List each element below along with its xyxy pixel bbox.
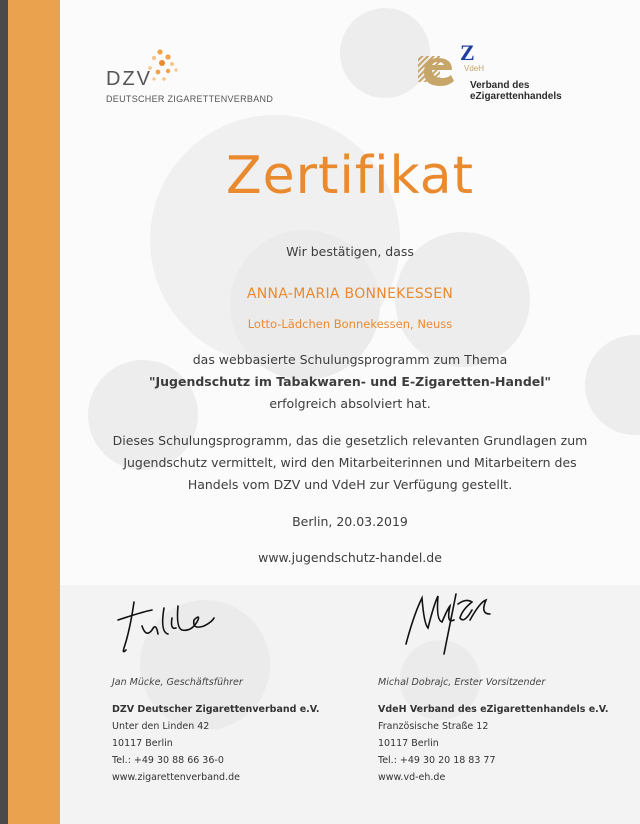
vdeh-logo-name-line2: eZigarettenhandels: [470, 91, 562, 102]
dzv-logo: [100, 48, 280, 108]
address-block-right: [378, 701, 609, 786]
vdeh-logo-name-line1: Verband des: [470, 80, 530, 91]
address-city: 10117 Berlin: [378, 738, 439, 749]
description-line: Dieses Schulungsprogramm, das die gesetzlich relevanten Grundlagen zum: [112, 433, 588, 448]
place-date: Berlin, 20.03.2019: [292, 514, 408, 529]
website-link: www.jugendschutz-handel.de: [258, 550, 442, 565]
program-result: erfolgreich absolviert hat.: [269, 396, 431, 411]
address-web: www.zigarettenverband.de: [112, 772, 240, 783]
signatory-right-caption: Michal Dobrajc, Erster Vorsitzender: [378, 677, 546, 688]
svg-text:Z: Z: [460, 44, 475, 65]
program-intro: das webbasierte Schulungsprogramm zum Thema: [192, 352, 508, 367]
description-line: Jugendschutz vermittelt, wird den Mitarbeiterinnen und Mitarbeitern des: [123, 455, 577, 470]
address-phone: Tel.: +49 30 20 18 83 77: [378, 755, 496, 766]
address-org: DZV Deutscher Zigarettenverband e.V.: [112, 704, 320, 715]
certificate-title: Zertifikat: [225, 146, 475, 206]
address-street: Französische Straße 12: [378, 721, 489, 732]
address-web: www.vd-eh.de: [378, 772, 446, 783]
description-line: Handels vom DZV und VdeH zur Verfügung gestellt.: [187, 477, 513, 492]
address-phone: Tel.: +49 30 88 66 36-0: [112, 755, 224, 766]
address-city: 10117 Berlin: [112, 738, 173, 749]
signature-right-icon: [400, 584, 510, 659]
address-org: VdeH Verband des eZigarettenhandels e.V.: [378, 704, 609, 715]
address-block-left: [112, 701, 320, 786]
vdeh-logo-name: [470, 80, 562, 102]
confirm-text: Wir bestätigen, dass: [286, 244, 414, 259]
vdeh-logo: [416, 44, 616, 104]
left-orange-stripe: [8, 0, 60, 824]
dzv-logo-subtitle: DEUTSCHER ZIGARETTENVERBAND: [106, 94, 274, 104]
program-title: "Jugendschutz im Tabakwaren- und E-Zigaretten-Handel": [148, 374, 552, 389]
dzv-logo-letters: DZV: [106, 68, 152, 90]
vdeh-logo-small: VdeH: [464, 64, 485, 73]
left-dark-stripe: [0, 0, 8, 824]
address-street: Unter den Linden 42: [112, 721, 210, 732]
recipient-company: Lotto-Lädchen Bonnekessen, Neuss: [247, 317, 453, 331]
recipient-name: ANNA-MARIA BONNEKESSEN: [246, 286, 454, 302]
signature-left-icon: [112, 590, 242, 660]
signatory-left-caption: Jan Mücke, Geschäftsführer: [112, 677, 243, 688]
